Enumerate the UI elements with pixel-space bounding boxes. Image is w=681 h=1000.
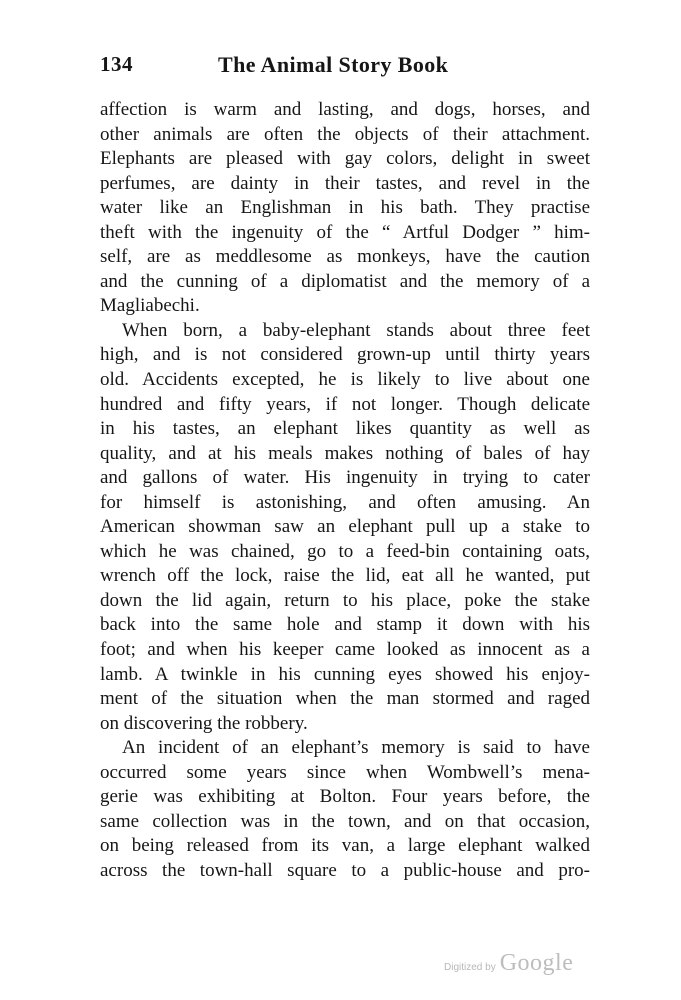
page-number: 134 <box>100 52 133 76</box>
text-line: gerie was exhibiting at Bolton. Four years before, the <box>100 786 590 808</box>
text-line: same collection was in the town, and on that occasion, <box>100 810 590 832</box>
text-line: ment of the situation when the man stormed and raged <box>100 688 590 710</box>
body-text <box>100 98 590 884</box>
text-line: for himself is astonishing, and often amusing. An <box>100 491 590 513</box>
text-line: hundred and fifty years, if not longer. Though delicate <box>100 393 590 415</box>
text-line: and gallons of water. His ingenuity in trying to cater <box>100 467 590 489</box>
text-line: high, and is not considered grown-up until thirty years <box>100 344 590 366</box>
text-line: quality, and at his meals makes nothing of bales of hay <box>100 442 590 464</box>
google-logo: Google <box>499 950 574 976</box>
text-line: Elephants are pleased with gay colors, delight in sweet <box>100 148 590 170</box>
text-line: foot; and when his keeper came looked as innocent as a <box>100 639 590 661</box>
text-line: across the town-hall square to a public-house and pro- <box>100 859 590 881</box>
text-line: American showman saw an elephant pull up a stake to <box>100 516 590 538</box>
text-line: self, are as meddlesome as monkeys, have the caution <box>100 246 590 268</box>
text-line: lamb. A twinkle in his cunning eyes showed his enjoy- <box>100 663 590 685</box>
page-header <box>100 52 590 84</box>
text-line: occurred some years since when Wombwell’s mena- <box>100 761 590 783</box>
text-line: which he was chained, go to a feed-bin containing oats, <box>100 540 590 562</box>
text-line: on discovering the robbery. <box>100 712 308 734</box>
text-line: back into the same hole and stamp it down with his <box>100 614 590 636</box>
text-line: old. Accidents excepted, he is likely to live about one <box>100 369 590 391</box>
text-line: down the lid again, return to his place, poke the stake <box>100 589 590 611</box>
text-line: on being released from its van, a large elephant walked <box>100 835 590 857</box>
text-line: perfumes, are dainty in their tastes, and revel in the <box>100 172 590 194</box>
text-line: water like an Englishman in his bath. They practise <box>100 197 590 219</box>
text-line: theft with the ingenuity of the “ Artful Dodger ” him- <box>100 221 590 243</box>
text-line: wrench off the lock, raise the lid, eat all he wanted, put <box>100 565 590 587</box>
digitized-watermark <box>444 950 614 984</box>
text-line: Magliabechi. <box>100 295 200 317</box>
text-line: other animals are often the objects of their attachment. <box>100 123 590 145</box>
text-line: in his tastes, an elephant likes quantity as well as <box>100 418 590 440</box>
text-line: When born, a baby-elephant stands about three feet <box>122 319 590 341</box>
running-title: The Animal Story Book <box>218 52 449 77</box>
text-line: affection is warm and lasting, and dogs, horses, and <box>100 99 590 120</box>
watermark-prefix: Digitized by <box>444 962 496 973</box>
text-line: An incident of an elephant’s memory is said to have <box>122 737 590 759</box>
text-line: and the cunning of a diplomatist and the memory of a <box>100 270 590 292</box>
